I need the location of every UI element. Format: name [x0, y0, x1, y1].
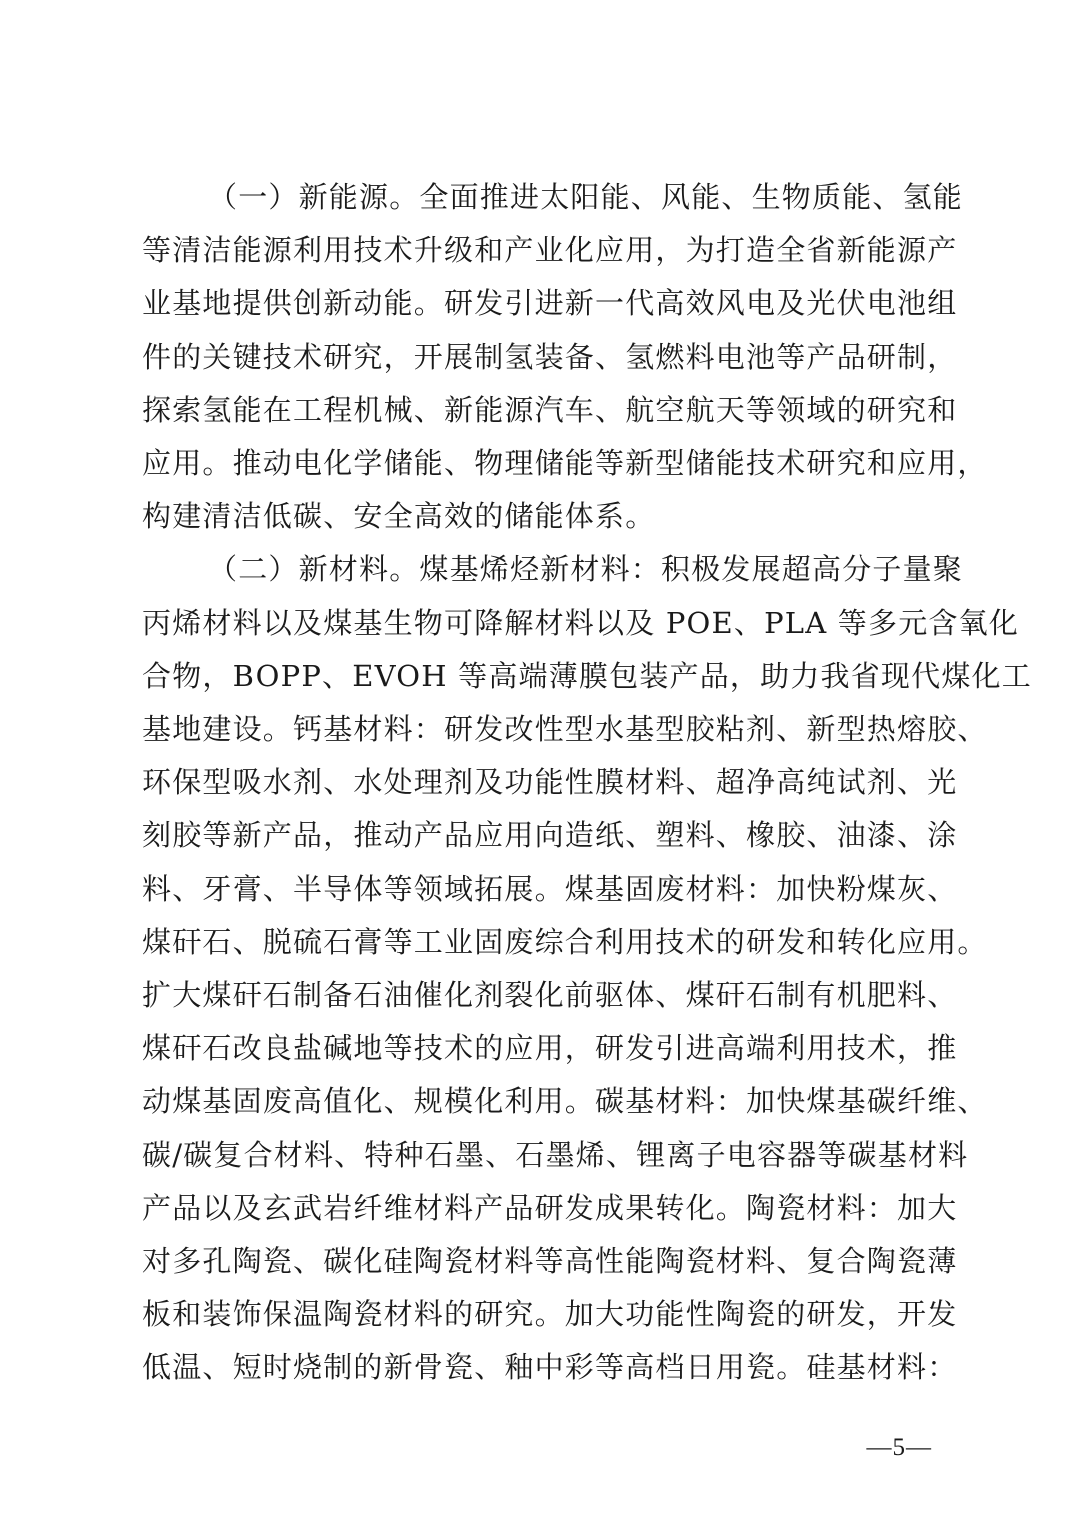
- text-line: 探索氢能在工程机械、新能源汽车、航空航天等领域的研究和: [142, 392, 958, 427]
- document-body: [142, 171, 1032, 1395]
- text-line: 构建清洁低碳、安全高效的储能体系。: [142, 499, 656, 534]
- text-line: 板和装饰保温陶瓷材料的研究。加大功能性陶瓷的研发，开发: [142, 1297, 958, 1332]
- text-line: 合物，BOPP、EVOH 等高端薄膜包装产品，助力我省现代煤化工: [142, 658, 1032, 693]
- text-line: 低温、短时烧制的新骨瓷、釉中彩等高档日用瓷。硅基材料：: [142, 1350, 958, 1385]
- text-line: 环保型吸水剂、水处理剂及功能性膜材料、超净高纯试剂、光: [142, 765, 958, 800]
- text-line: 煤矸石、脱硫石膏等工业固废综合利用技术的研发和转化应用。: [142, 924, 988, 959]
- text-line: 丙烯材料以及煤基生物可降解材料以及 POE、PLA 等多元含氧化: [142, 605, 1020, 640]
- text-line: （一）新能源。全面推进太阳能、风能、生物质能、氢能: [208, 180, 964, 214]
- text-line: 对多孔陶瓷、碳化硅陶瓷材料等高性能陶瓷材料、复合陶瓷薄: [142, 1244, 958, 1279]
- text-line: 料、牙膏、半导体等领域拓展。煤基固废材料：加快粉煤灰、: [142, 871, 958, 906]
- text-line: 煤矸石改良盐碱地等技术的应用，研发引进高端利用技术，推: [142, 1031, 958, 1066]
- text-line: 件的关键技术研究，开展制氢装备、氢燃料电池等产品研制，: [142, 339, 958, 374]
- text-line: （二）新材料。煤基烯烃新材料：积极发展超高分子量聚: [208, 552, 964, 587]
- paragraph-new-energy: [142, 171, 988, 543]
- text-line: 等清洁能源利用技术升级和产业化应用，为打造全省新能源产: [142, 233, 958, 268]
- paragraph-new-materials: [142, 543, 1032, 1394]
- page-number: —5—: [866, 1434, 932, 1461]
- text-line: 动煤基固废高值化、规模化利用。碳基材料：加快煤基碳纤维、: [142, 1084, 988, 1119]
- text-line: 应用。推动电化学储能、物理储能等新型储能技术研究和应用，: [142, 446, 988, 481]
- text-line: 产品以及玄武岩纤维材料产品研发成果转化。陶瓷材料：加大: [142, 1190, 958, 1225]
- text-line: 业基地提供创新动能。研发引进新一代高效风电及光伏电池组: [142, 286, 958, 321]
- text-line: 扩大煤矸石制备石油催化剂裂化前驱体、煤矸石制有机肥料、: [142, 978, 958, 1013]
- text-line: 基地建设。钙基材料：研发改性型水基型胶粘剂、新型热熔胶、: [142, 712, 988, 747]
- text-line: 刻胶等新产品，推动产品应用向造纸、塑料、橡胶、油漆、涂: [142, 818, 958, 853]
- text-line: 碳/碳复合材料、特种石墨、石墨烯、锂离子电容器等碳基材料: [142, 1137, 969, 1172]
